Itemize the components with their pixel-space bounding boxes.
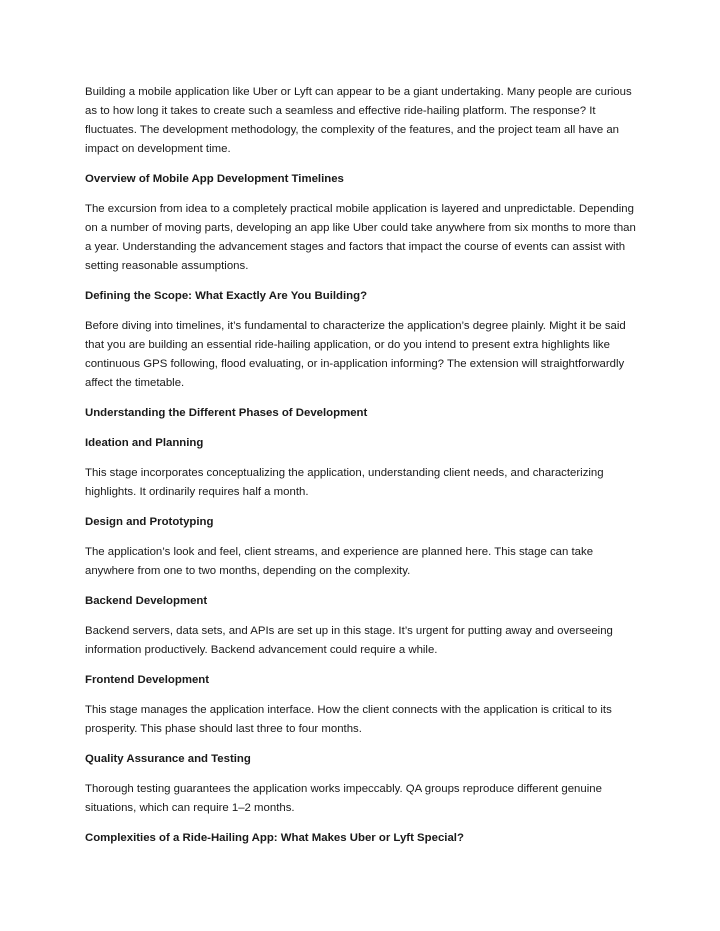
section-heading-overview: Overview of Mobile App Development Timelines — [85, 173, 344, 185]
ideation-paragraph: This stage incorporates conceptualizing the application, understanding client needs, and characterizing highlights. It ordinarily requires half a month. — [85, 467, 604, 498]
design-paragraph: The application’s look and feel, client streams, and experience are planned here. This stage can take anywhere from one to two months, depending on the complexity. — [85, 546, 594, 577]
frontend-paragraph: This stage manages the application interface. How the client connects with the application is critical to its prosperity. This phase should last three to four months. — [85, 704, 612, 735]
section-heading-complexities: Complexities of a Ride-Hailing App: What Makes Uber or Lyft Special? — [85, 832, 464, 844]
subheading-design: Design and Prototyping — [85, 516, 214, 528]
backend-paragraph: Backend servers, data sets, and APIs are set up in this stage. It’s urgent for putting away and overseeing information productively. Backend advancement could require a while. — [85, 625, 613, 656]
section-heading-scope: Defining the Scope: What Exactly Are You Building? — [85, 290, 368, 302]
section-heading-phases: Understanding the Different Phases of Development — [85, 407, 368, 419]
intro-paragraph: Building a mobile application like Uber or Lyft can appear to be a giant undertaking. Many people are curious as to how long it takes to create such a seamless and effective ride-hailing platform. The response? It fluctuates. The development methodology, the complexity of the features, and the project team all have an impact on development time. — [85, 86, 632, 155]
subheading-qa: Quality Assurance and Testing — [85, 753, 251, 765]
subheading-ideation: Ideation and Planning — [85, 437, 204, 449]
overview-paragraph: The excursion from idea to a completely practical mobile application is layered and unpredictable. Depending on a number of moving parts, developing an app like Uber could take anywhere from six months to more than a year. Understanding the advancement stages and factors that impact the course of events can assist with setting reasonable assumptions. — [85, 203, 636, 272]
subheading-backend: Backend Development — [85, 595, 208, 607]
subheading-frontend: Frontend Development — [85, 674, 210, 686]
scope-paragraph: Before diving into timelines, it’s fundamental to characterize the application’s degree plainly. Might it be said that you are building an essential ride-hailing application, or do you intend to present extra highlights like continuous GPS following, flood evaluating, or in-application informing? The extension will straightforwardly affect the timetable. — [85, 320, 626, 389]
document-body — [85, 83, 645, 859]
qa-paragraph: Thorough testing guarantees the application works impeccably. QA groups reproduce different genuine situations, which can require 1–2 months. — [85, 783, 602, 814]
